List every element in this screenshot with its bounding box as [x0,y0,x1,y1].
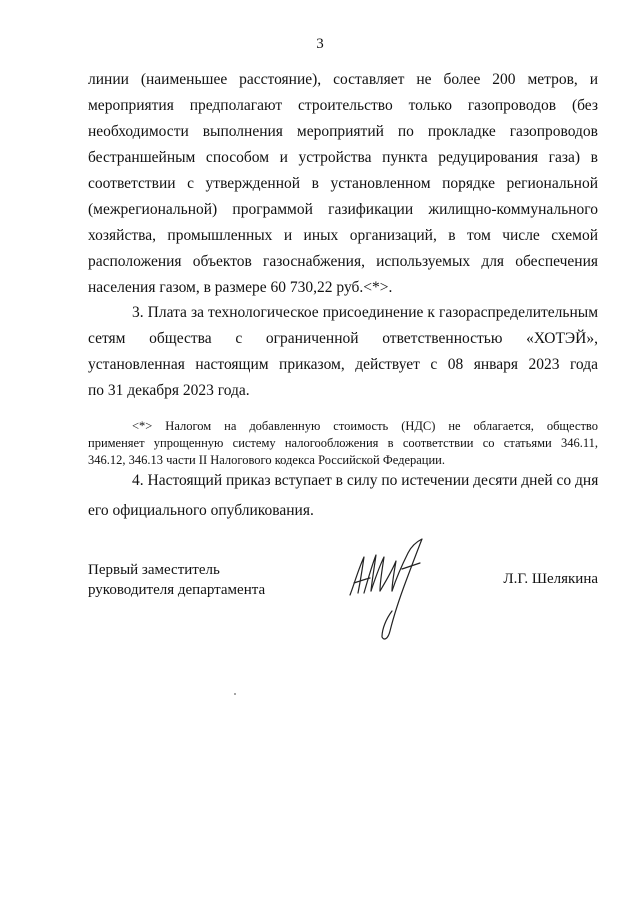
text-line: соответствии с утвержденной в установленном порядке региональной [88,175,598,192]
text-line: расположения объектов газоснабжения, используемых для обеспечения [88,253,598,270]
text-line: установленная настоящим приказом, действует с 08 января 2023 года [88,356,598,373]
text-line: бестраншейным способом и устройства пункта редуцирования газа) в [88,149,598,166]
handwritten-signature [340,535,440,645]
text-line: по 31 декабря 2023 года. [88,382,250,399]
paragraph-continuation [88,67,598,301]
signatory-title [88,560,265,600]
signatory-name: Л.Г. Шелякина [503,571,598,587]
signatory-title-line: руководителя департамента [88,582,266,598]
text-line: 4. Настоящий приказ вступает в силу по истечении десяти дней со дня [132,472,599,489]
footnote-line: применяет упрощенную систему налогообложения в соответствии со статьями 346.11, [88,436,598,450]
paragraph-3 [88,300,598,404]
scan-speck [234,693,236,695]
footnote [88,418,598,469]
paragraph-4 [88,468,598,524]
text-line: линии (наименьшее расстояние), составляет не более 200 метров, и [88,71,598,88]
footnote-line: <*> Налогом на добавленную стоимость (НДС) не облагается, общество [132,419,598,433]
text-line: мероприятия предполагают строительство только газопроводов (без [88,97,598,114]
page-number: 3 [316,36,324,52]
footnote-line: 346.12, 346.13 части II Налогового кодекса Российской Федерации. [88,453,445,467]
text-line: его официального опубликования. [88,502,314,519]
text-line: 3. Плата за технологическое присоединение к газораспределительным [132,304,598,321]
signatory-title-line: Первый заместитель [88,562,220,578]
text-line: (межрегиональной) программой газификации жилищно-коммунального [88,201,598,218]
text-line: сетям общества с ограниченной ответственностью «ХОТЭЙ», [88,330,598,347]
text-line: населения газом, в размере 60 730,22 руб.<*>. [88,279,393,296]
text-line: необходимости выполнения мероприятий по прокладке газопроводов [88,123,598,140]
text-line: хозяйства, промышленных и иных организаций, в том числе схемой [88,227,598,244]
